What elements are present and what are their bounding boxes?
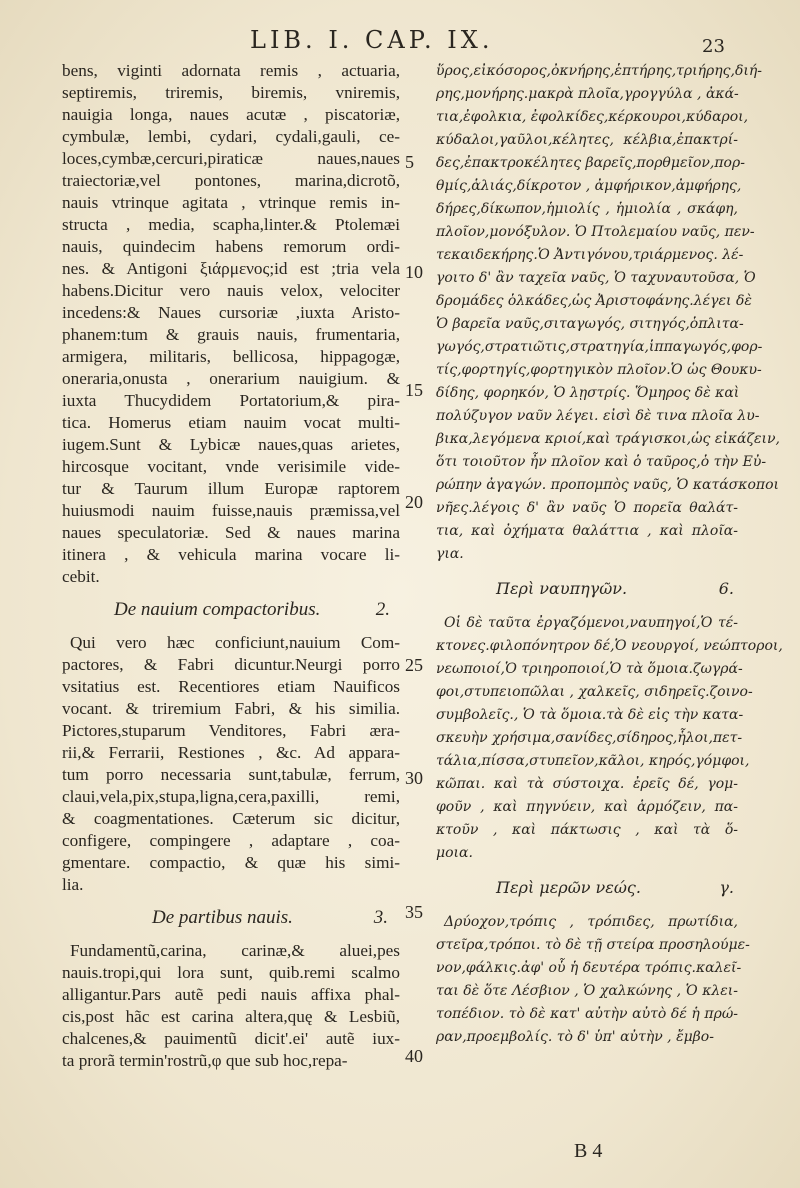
margin-number: 35 xyxy=(405,902,423,922)
heading-title: Περὶ ναυπηγῶν. xyxy=(496,579,628,598)
text-line: τεκαιδεκήρης.Ὁ Ἀντιγόνου,τριάρμενος. λέ- xyxy=(436,247,744,263)
heading-title: De nauium compactoribus. xyxy=(114,599,321,620)
heading-number: 6. xyxy=(718,579,734,598)
text-line: κῶπαι. καὶ τὰ σύστοιχα. ἐρεῖς δέ, γομ- xyxy=(436,776,738,792)
text-line: loces,cymbæ,cercuri,piraticæ naues,naues xyxy=(62,149,400,168)
text-line: δίδης, φορηκόν, Ὁ λῃστρίς. Ὅμηρος δὲ καὶ xyxy=(436,385,740,401)
text-line: structa , media, scapha,linter.& Ptolemæi xyxy=(62,215,400,234)
text-line: μοια. xyxy=(436,845,473,861)
text-line: ta prorã termin'rostrũ,φ que sub hoc,repa- xyxy=(62,1051,348,1070)
text-line: τάλια,πίσσα,στυπεῖον,κᾶλοι, κηρός,γόμφοι, xyxy=(436,753,750,769)
text-line: alligantur.Pars autẽ pedi nauis affixa phal- xyxy=(62,985,400,1004)
text-line: δες,ἐπακτροκέλητες βαρεῖς,πορθμεῖον,πορ- xyxy=(436,155,745,171)
margin-number: 30 xyxy=(405,768,423,788)
text-line: ρώπην ἀγαγών. προπομπὸς ναῦς, Ὁ κατάσκοποι xyxy=(436,477,779,493)
greek-paragraph-1 xyxy=(436,60,781,566)
greek-paragraph-2 xyxy=(436,612,783,865)
latin-paragraph-2 xyxy=(62,632,400,896)
text-line: ραν,προεμβολίς. τὸ δ' ὑπ' αὐτὴν , ἔμβο- xyxy=(436,1029,714,1045)
text-line: νῆες.λέγοις δ' ἂν ναῦς Ὁ πορεῖα θαλάτ- xyxy=(436,500,738,516)
margin-number: 25 xyxy=(405,655,423,675)
running-title: LIB. I. CAP. IX. xyxy=(250,26,494,54)
text-line: βικα,λεγόμενα κριοί,καὶ τράγισκοι,ὡς εἰκάζειν, xyxy=(436,431,781,447)
text-line: Pictores,stuparum Venditores, Fabri æra- xyxy=(62,721,400,740)
text-line: ρης,μονήρης.μακρὰ πλοῖα,γρογγύλα , ἀκά- xyxy=(436,86,739,102)
text-line: θμίς,ἁλιάς,δίκροτον , ἀμφήρικον,ἀμφήρης, xyxy=(436,178,742,194)
text-line: ὕρος,εἰκόσορος,ὀκνήρης,ἑπτήρης,τριήρης,διή- xyxy=(436,63,762,79)
text-line: ὅτι τοιοῦτον ἦν πλοῖον καὶ ὁ ταῦρος,ὁ τὴν Εὐ- xyxy=(436,454,767,470)
text-line: κτονες.φιλοπόνητρον δέ,Ὁ νεουργοί, νεώπτοροι, xyxy=(436,638,783,654)
text-line: phanem:tum & grauis nauis, frumentaria, xyxy=(62,325,400,344)
text-line: incedens:& Naues cursoriæ ,iuxta Aristo- xyxy=(62,303,400,322)
text-line: φοι,στυπειοπῶλαι , χαλκεῖς, σιδηρεῖς.ζοινο- xyxy=(436,684,753,700)
text-line: cymbulæ, lembi, cydari, cydali,gauli, ce- xyxy=(62,127,400,146)
latin-section-heading-partibus xyxy=(62,896,400,940)
text-line: Qui vero hæc conficiunt,nauium Com- xyxy=(70,633,400,652)
text-line: δρομάδες ὁλκάδες,ὡς Ἀριστοφάνης.λέγει δὲ xyxy=(436,293,752,309)
text-line: & coagmentationes. Cæterum sic dicitur, xyxy=(62,809,400,828)
text-line: nes. & Antigoni ξιάρμενος;id est ;tria vela xyxy=(62,259,400,278)
text-line: iuxta Thucydidem Portatorium,& pira- xyxy=(62,391,400,410)
greek-section-heading-meron xyxy=(436,865,738,911)
text-line: στεῖρα,τρόποι. τὸ δὲ τῇ στείρα προσηλούμε- xyxy=(436,937,750,953)
text-line: huiusmodi nauim fuisse,nauis præmissa,vel xyxy=(62,501,400,520)
text-line: ται δὲ ὅτε Λέσβιον , Ὁ χαλκώνης , Ὁ κλει- xyxy=(436,983,738,999)
latin-column xyxy=(62,60,400,1072)
text-line: pactores, & Fabri dicuntur.Neurgi porro xyxy=(62,655,400,674)
greek-section-heading-naupegon xyxy=(436,566,738,612)
text-line: chalcenes,& pauimentũ dicit'.ei' autẽ iux- xyxy=(62,1029,400,1048)
text-line: τίς,φορτηγίς,φορτηγικὸν πλοῖον.Ὁ ὡς Θουκυ- xyxy=(436,362,762,378)
signature-mark: B 4 xyxy=(574,1140,603,1162)
text-line: κτοῦν , καὶ πάκτωσις , καὶ τὰ ὅ- xyxy=(436,822,738,838)
text-line: nauis vtrinque agitata , vtrinque remis in- xyxy=(62,193,400,212)
text-line: δήρες,δίκωπον,ἡμιολίς , ἡμιολία , σκάφη, xyxy=(436,201,738,217)
text-line: naues speculatoriæ. Sed & naues marina xyxy=(62,523,400,542)
text-line: cis,post hãc est carina altera,quę & Lesbiũ, xyxy=(62,1007,400,1026)
text-line: nauis.tropi,qui lora sunt, quib.remi scalmo xyxy=(62,963,400,982)
text-line: nauigia longa, naues acutæ , piscatoriæ, xyxy=(62,105,400,124)
greek-paragraph-3 xyxy=(436,911,750,1049)
text-line: νεωποιοί,Ὁ τριηροποιοί,Ὁ τὰ ὅμοια.ζωγρά- xyxy=(436,661,743,677)
text-line: νον,φάλκις.ἀφ' οὗ ἡ δευτέρα τρόπις.καλεῖ- xyxy=(436,960,742,976)
text-line: tica. Homerus etiam nauim vocat multi- xyxy=(62,413,400,432)
text-line: traiectoriæ,vel pontones, marina,dicrotõ, xyxy=(62,171,400,190)
margin-number: 5 xyxy=(405,152,414,172)
text-line: φοῦν , καὶ πηγνύειν, καὶ ἁρμόζειν, πα- xyxy=(436,799,738,815)
text-line: συμβολεῖς., Ὁ τὰ ὅμοια.τὰ δὲ εἰς τὴν κατα- xyxy=(436,707,744,723)
text-line: κύδαλοι,γαῦλοι,κέλητες, κέλβια,ἐπακτρί- xyxy=(436,132,738,148)
text-line: configere, compingere , adaptare , coa- xyxy=(62,831,400,850)
margin-number: 40 xyxy=(405,1046,423,1066)
latin-section-heading-compactores xyxy=(62,588,400,632)
text-line: armigera, militaris, bellicosa, hippagogæ, xyxy=(62,347,400,366)
text-line: cebit. xyxy=(62,567,100,586)
text-line: Fundamentũ,carina, carinæ,& aluei,pes xyxy=(70,941,400,960)
text-line: claui,vela,pix,stupa,ligna,cera,paxilli, remi, xyxy=(62,787,400,806)
heading-number: 3. xyxy=(373,907,388,928)
text-line: gmentare. compactio, & quæ his simi- xyxy=(62,853,400,872)
text-line: oneraria,onusta , onerarium nauigium. & xyxy=(62,369,400,388)
heading-title: Περὶ μερῶν νεώς. xyxy=(496,878,641,897)
text-line: γοιτο δ' ἂν ταχεῖα ναῦς, Ὁ ταχυναυτοῦσα, Ὁ xyxy=(436,270,756,286)
text-line: habens.Dicitur vero nauis velox, velociter xyxy=(62,281,400,300)
text-line: για. xyxy=(436,546,464,562)
page-number: 23 xyxy=(702,36,725,57)
text-line: nauis, quindecim habens remorum ordi- xyxy=(62,237,400,256)
text-line: tum porro necessaria sunt,tabulæ, ferrum, xyxy=(62,765,400,784)
text-line: itinera , & vehicula marina vocare li- xyxy=(62,545,400,564)
margin-number: 15 xyxy=(405,380,423,400)
text-line: bens, viginti adornata remis , actuaria, xyxy=(62,61,400,80)
text-line: τοπέδιον. τὸ δὲ κατ' αὐτὴν αὐτὸ δέ ἡ πρώ- xyxy=(436,1006,738,1022)
heading-number: 2. xyxy=(375,599,390,620)
text-line: γωγός,στρατιῶτις,στρατηγία,ἱππαγωγός,φορ- xyxy=(436,339,763,355)
latin-paragraph-3 xyxy=(62,940,400,1072)
text-line: hircosque vocitant, vnde verisimile vide- xyxy=(62,457,400,476)
text-line: Δρύοχον,τρόπις , τρόπιδες, πρωτίδια, xyxy=(444,914,738,930)
text-line: Οἱ δὲ ταῦτα ἐργαζόμενοι,ναυπηγοί,Ὁ τέ- xyxy=(444,615,738,631)
text-line: τια,ἐφολκια, ἐφολκίδες,κέρκουροι,κύδαροι, xyxy=(436,109,749,125)
text-line: rii,& Ferrarii, Restiones , &c. Ad appara- xyxy=(62,743,400,762)
text-line: πλοῖον,μονόξυλον. Ὁ Πτολεμαίου ναῦς, πεν- xyxy=(436,224,755,240)
text-line: σκευὴν χρήσιμα,σανίδες,σίδηρος,ἧλοι,πετ- xyxy=(436,730,743,746)
text-line: iugem.Sunt & Lybicæ naues,quas arietes, xyxy=(62,435,400,454)
latin-paragraph-1 xyxy=(62,60,400,588)
heading-number: γ. xyxy=(719,878,734,897)
text-line: tur & Taurum illum Europæ raptorem xyxy=(62,479,400,498)
text-line: vocant. & triremium Fabri, & his similia. xyxy=(62,699,400,718)
text-line: Ὁ βαρεῖα ναῦς,σιταγωγός, σιτηγός,ὁπλιτα- xyxy=(436,316,744,332)
text-line: τια, καὶ ὀχήματα θαλάττια , καὶ πλοῖα- xyxy=(436,523,738,539)
heading-title: De partibus nauis. xyxy=(152,907,293,928)
text-line: lia. xyxy=(62,875,84,894)
text-line: septiremis, triremis, biremis, vniremis, xyxy=(62,83,400,102)
margin-number: 10 xyxy=(405,262,423,282)
margin-number: 20 xyxy=(405,492,423,512)
greek-column xyxy=(436,60,783,1049)
text-line: vsitatius est. Recentiores etiam Nauificos xyxy=(62,677,400,696)
text-line: πολύζυγον ναῦν λέγει. εἰσὶ δὲ τινα πλοῖα λυ- xyxy=(436,408,760,424)
